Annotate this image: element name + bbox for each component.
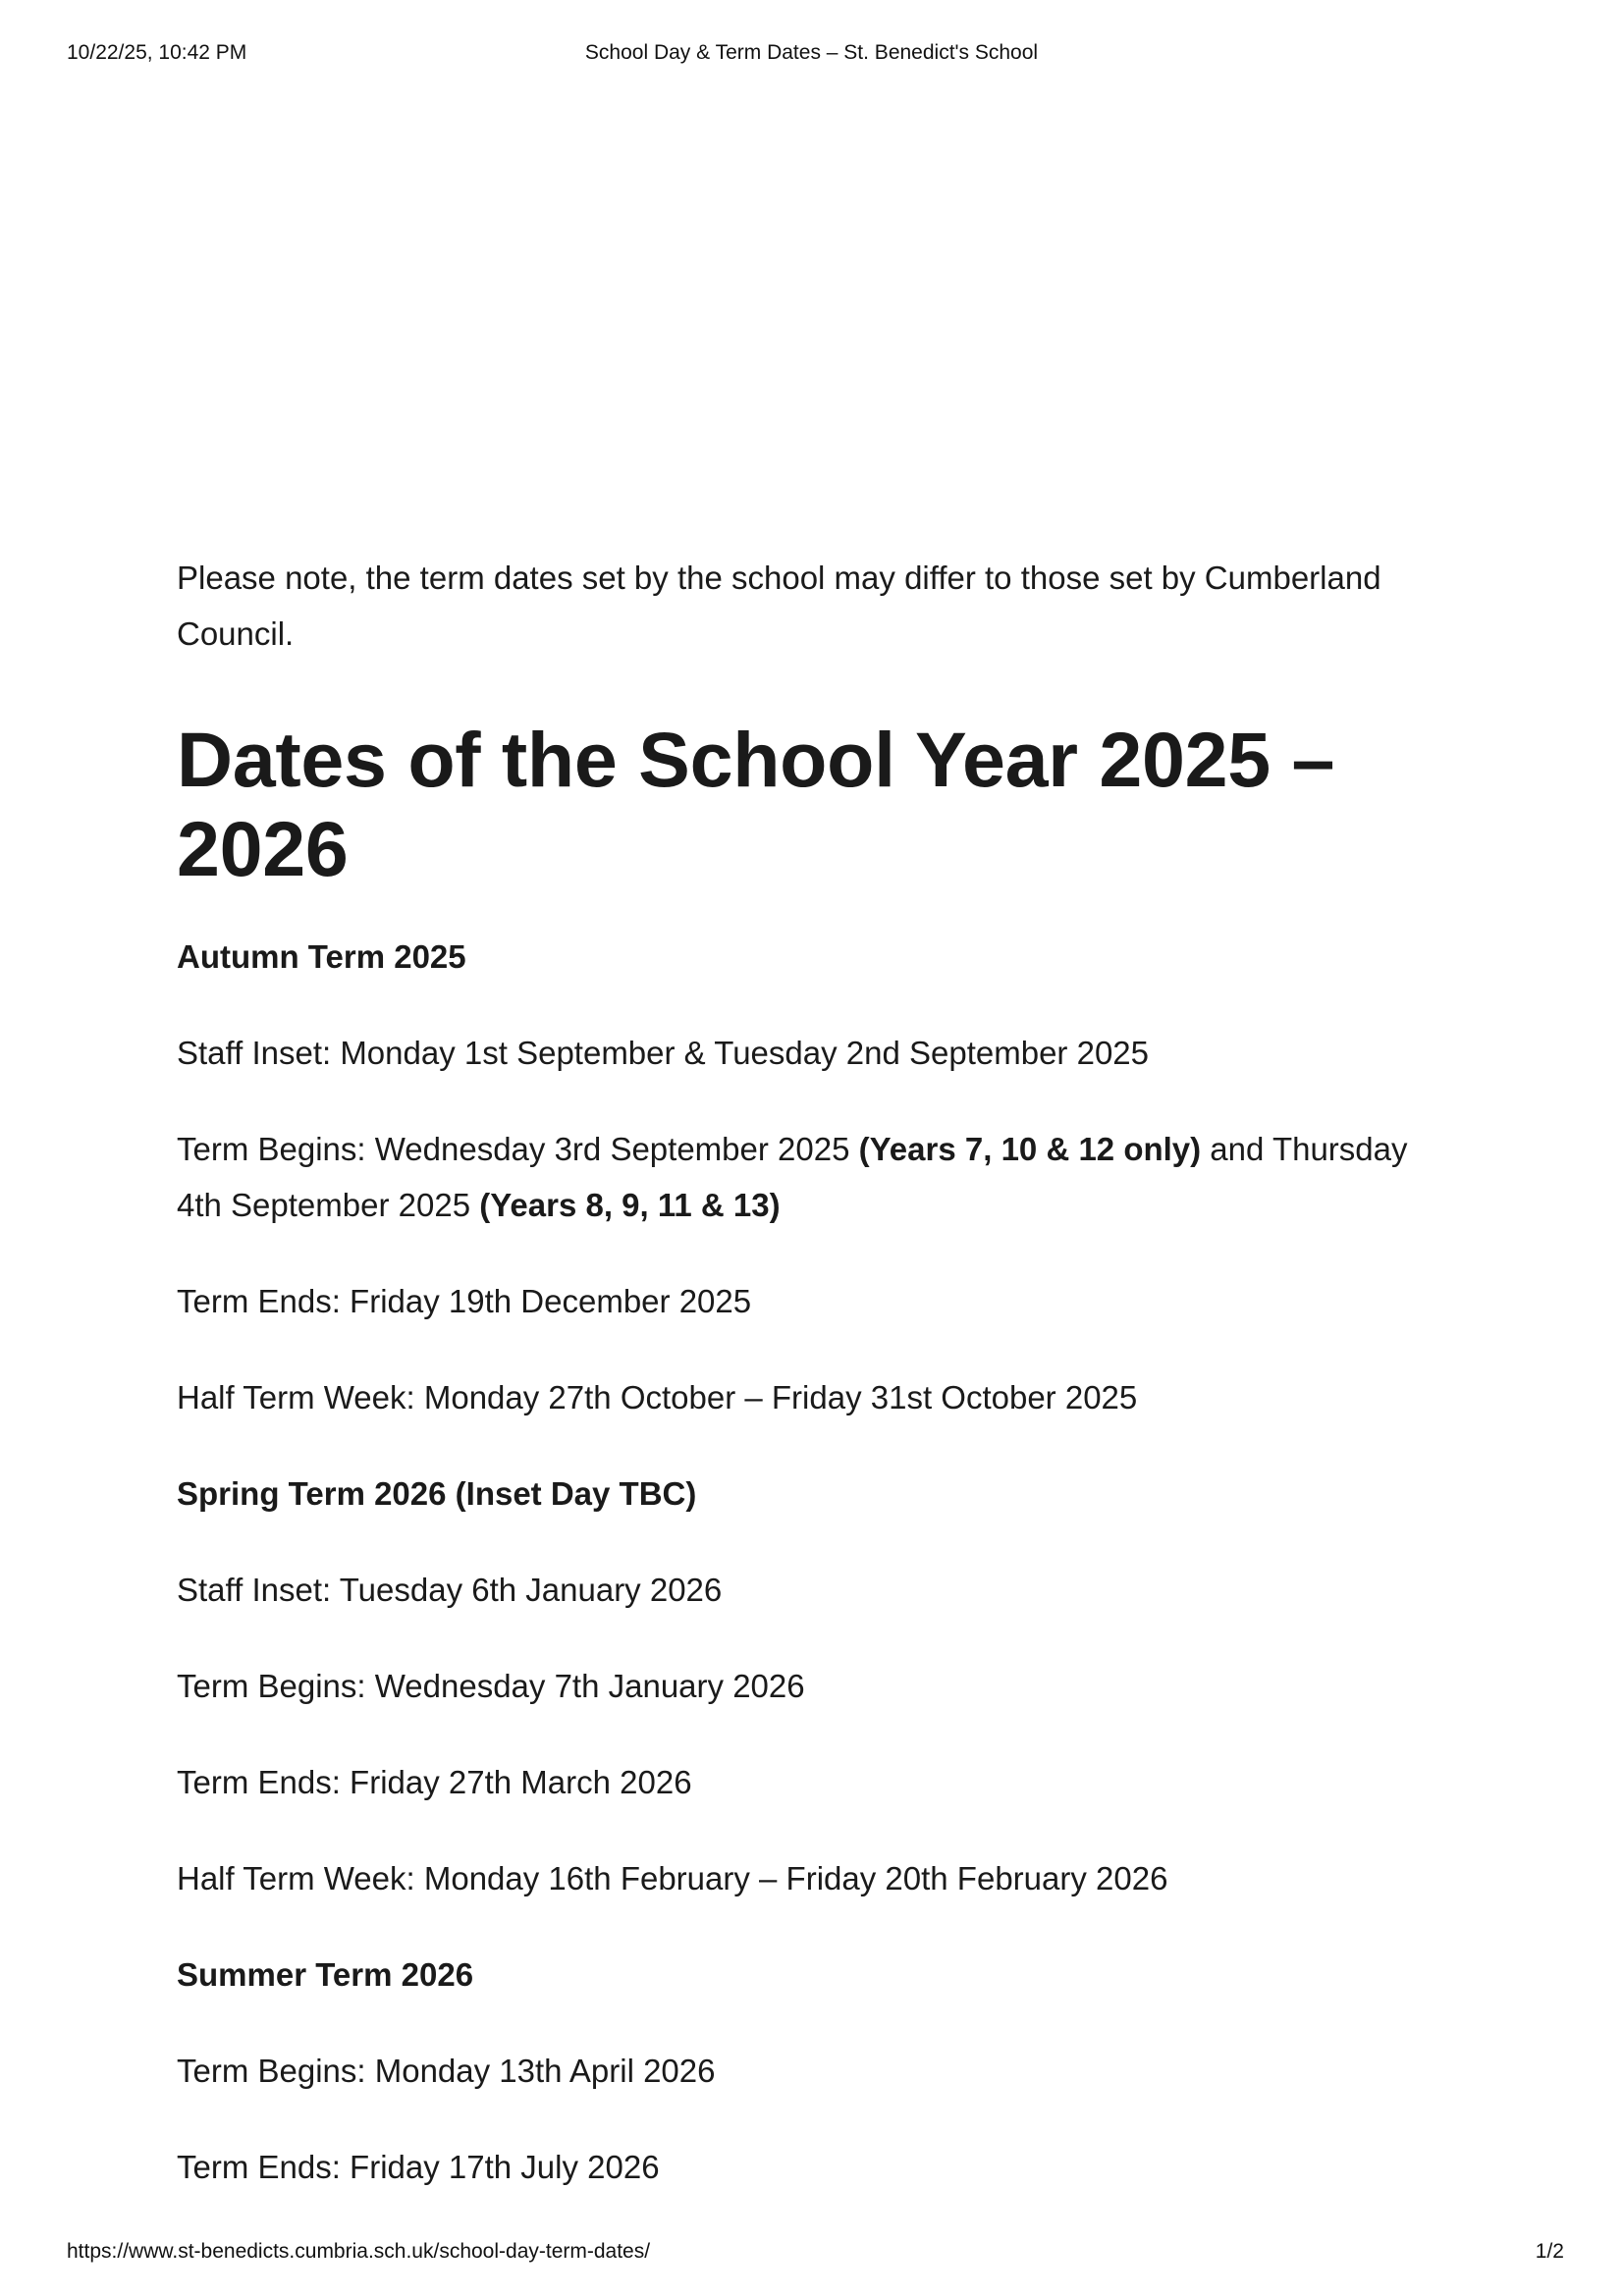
print-footer xyxy=(0,2240,1623,2269)
autumn-term-begins-text-2: and Thursday 4th September 2025 xyxy=(177,1131,1408,1223)
autumn-term-begins-years-group-2: (Years 8, 9, 11 & 13) xyxy=(479,1187,781,1223)
intro-note: Please note, the term dates set by the school may differ to those set by Cumberland Council. xyxy=(177,560,1381,652)
print-page-title: School Day & Term Dates – St. Benedict's School xyxy=(584,41,1039,64)
main-content xyxy=(177,550,1453,2235)
spring-term-section xyxy=(177,1466,1453,1906)
autumn-staff-inset: Staff Inset: Monday 1st September & Tuesday 2nd September 2025 xyxy=(177,1035,1149,1071)
spring-term-heading: Spring Term 2026 (Inset Day TBC) xyxy=(177,1475,697,1512)
page-number: 1/2 xyxy=(1535,2240,1564,2263)
autumn-term-heading: Autumn Term 2025 xyxy=(177,938,466,975)
print-header xyxy=(0,41,1623,71)
print-datetime: 10/22/25, 10:42 PM xyxy=(67,41,247,64)
spring-staff-inset: Staff Inset: Tuesday 6th January 2026 xyxy=(177,1572,723,1608)
spring-term-begins: Term Begins: Wednesday 7th January 2026 xyxy=(177,1668,805,1704)
autumn-term-begins xyxy=(177,1121,1453,1233)
summer-term-heading: Summer Term 2026 xyxy=(177,1956,474,1993)
summer-term-begins: Term Begins: Monday 13th April 2026 xyxy=(177,2053,716,2089)
spring-term-ends: Term Ends: Friday 27th March 2026 xyxy=(177,1764,692,1800)
summer-term-ends: Term Ends: Friday 17th July 2026 xyxy=(177,2149,660,2185)
page-url-link[interactable]: https://www.st-benedicts.cumbria.sch.uk/school-day-term-dates/ xyxy=(67,2240,651,2263)
page-heading: Dates of the School Year 2025 – 2026 xyxy=(177,716,1335,892)
autumn-term-begins-years-group-1: (Years 7, 10 & 12 only) xyxy=(858,1131,1202,1167)
autumn-term-ends: Term Ends: Friday 19th December 2025 xyxy=(177,1283,752,1319)
autumn-term-begins-text-1: Term Begins: Wednesday 3rd September 2025 xyxy=(177,1131,859,1167)
autumn-term-section xyxy=(177,929,1453,1425)
summer-term-section xyxy=(177,1947,1453,2195)
spring-half-term: Half Term Week: Monday 16th February – Friday 20th February 2026 xyxy=(177,1860,1168,1896)
autumn-half-term: Half Term Week: Monday 27th October – Friday 31st October 2025 xyxy=(177,1379,1138,1415)
